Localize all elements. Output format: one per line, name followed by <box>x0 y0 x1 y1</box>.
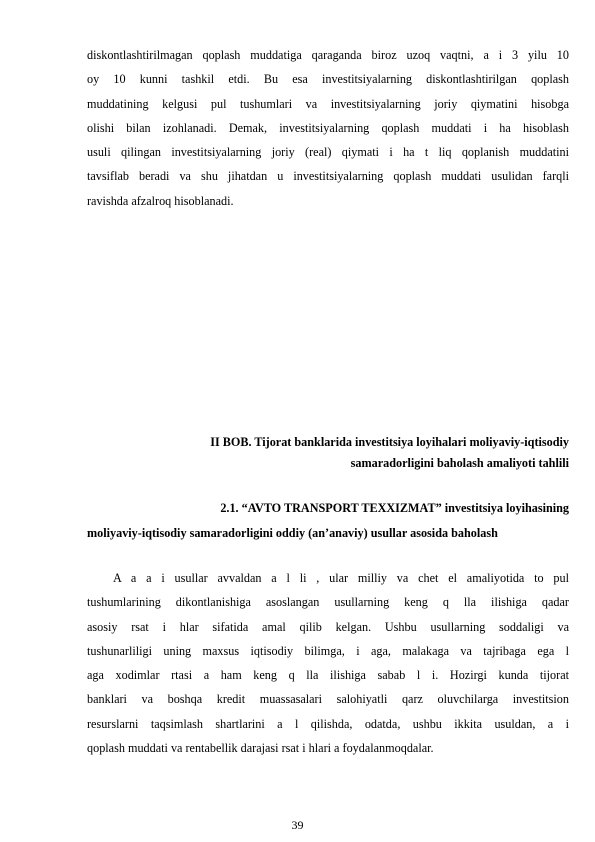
paragraph-top <box>87 43 569 213</box>
text-line: ravishda afzalroq hisoblanadi. <box>87 193 234 208</box>
text-line: muddatining kelgusi pul tushumlari va investitsiyalarning joriy qiymatini hisobga <box>87 96 569 111</box>
page-number: 39 <box>291 818 304 832</box>
text-line: asosiy rsat i hlar sifatida amal qilib kelgan. Ushbu usullarning soddaligi va <box>87 619 569 634</box>
chapter-heading-line-1: II BOB. Tijorat banklarida investitsiya loyihalari moliyaviy-iqtisodiy <box>210 435 569 449</box>
paragraph-bottom <box>87 566 569 760</box>
text-line: tavsiflab beradi va shu jihatdan u investitsiyalarning qoplash muddati usulidan farqli <box>87 169 569 184</box>
text-line: resurslarni taqsimlash shartlarini a l qilishda, odatda, ushbu ikkita usuldan, a i <box>87 716 569 731</box>
section-heading-line-1: 2.1. “AVTO TRANSPORT TEXXIZMAT” investitsiya loyihasining <box>220 501 569 515</box>
text-line: aga xodimlar rtasi a ham keng q lla ilishiga sabab l i. Hozirgi kunda tijorat <box>87 668 569 683</box>
section-heading-line-2: moliyaviy-iqtisodiy samaradorligini oddiy (an’anaviy) usullar asosida baholash <box>87 526 498 540</box>
text-line: tushumlarining dikontlanishiga asoslangan usullarning keng q lla ilishiga qadar <box>87 595 569 610</box>
text-line: usuli qilingan investitsiyalarning joriy (real) qiymati i ha t liq qoplanish muddatini <box>87 145 569 160</box>
text-line: oy 10 kunni tashkil etdi. Bu esa investitsiyalarning diskontlashtirilgan qoplash <box>87 72 569 87</box>
text-line: tushunarliligi uning maxsus iqtisodiy bilimga, i aga, malakaga va tajribaga ega l <box>87 643 569 658</box>
text-line: olishi bilan izohlanadi. Demak, investitsiyalarning qoplash muddati i ha hisoblash <box>87 120 569 135</box>
text-line: banklari va boshqa kredit muassasalari salohiyatli qarz oluvchilarga investitsion <box>87 692 569 707</box>
text-line: qoplash muddati va rentabellik darajasi rsat i hlari a foydalanmoqdalar. <box>87 741 434 756</box>
text-line: A a a i usullar avvaldan a l li , ular milliy va chet el amaliyotida to pul <box>113 571 569 585</box>
chapter-heading-line-2: samaradorligini baholash amaliyoti tahlili <box>350 456 569 470</box>
text-line: diskontlashtirilmagan qoplash muddatiga qaraganda biroz uzoq vaqtni, a i 3 yilu 10 <box>87 48 569 62</box>
